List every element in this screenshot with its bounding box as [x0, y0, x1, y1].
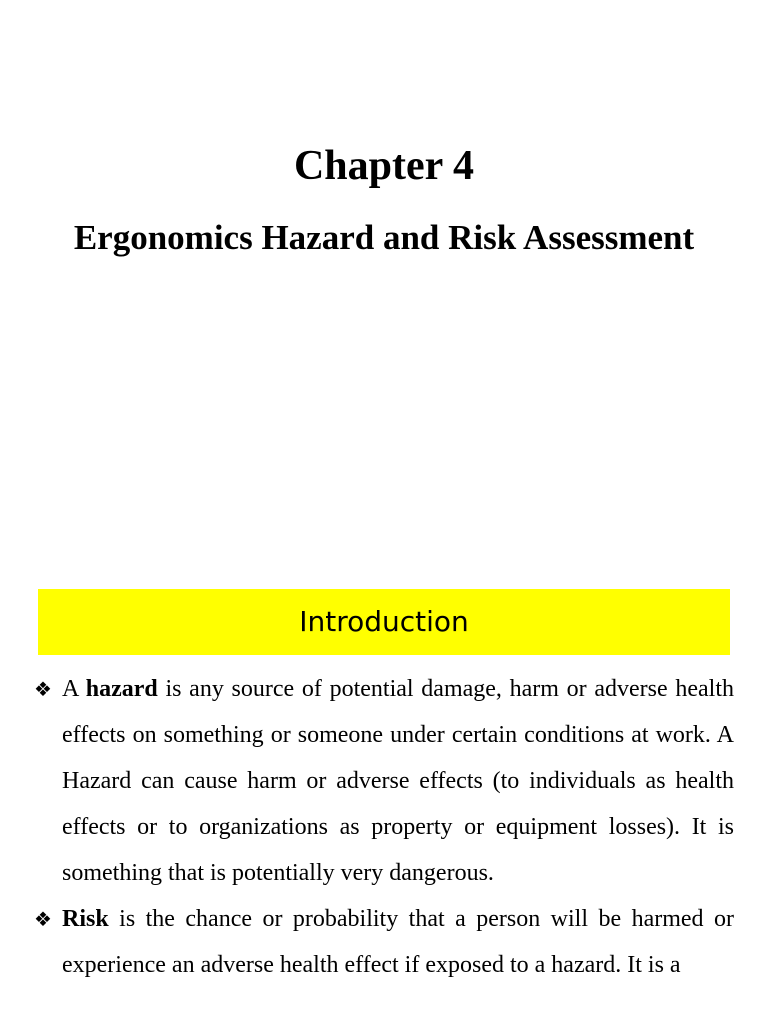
list-item-risk [34, 896, 734, 988]
item-text: is the chance or probability that a person will be harmed or experience an adverse health effect if exposed to a hazard. It is a [62, 906, 734, 978]
item-prefix: A [62, 676, 86, 702]
term-hazard: hazard [85, 676, 158, 702]
item-text: is any source of potential damage, harm or adverse health effects on something or someone under certain conditions at work. A Hazard can cause harm or adverse effects (to individuals as health effects or to organizations as property or equipment losses). It is something that is potentially very dangerous. [62, 676, 735, 886]
section-banner [38, 589, 730, 655]
definition-list [34, 666, 734, 988]
chapter-number: Chapter 4 [293, 143, 475, 189]
four-diamond-bullet-icon: ❖ [34, 907, 52, 931]
list-item-hazard [34, 666, 734, 896]
term-risk: Risk [62, 906, 109, 932]
section-heading: Introduction [299, 605, 469, 638]
chapter-title: Ergonomics Hazard and Risk Assessment [73, 218, 695, 257]
four-diamond-bullet-icon: ❖ [34, 677, 52, 701]
